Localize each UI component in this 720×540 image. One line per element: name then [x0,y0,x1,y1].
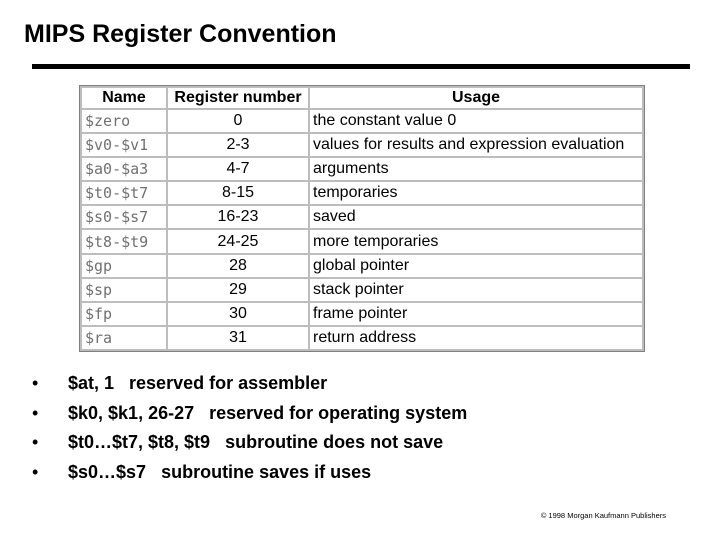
table-row [82,255,642,277]
register-usage-cell: the constant value 0 [310,110,642,132]
table-row [82,134,642,156]
title-divider [32,64,690,69]
register-number-cell: 8-15 [168,182,308,204]
register-name-cell: $a0-$a3 [82,158,166,180]
register-usage-cell: arguments [310,158,642,180]
bullet-text: $at, 1 reserved for assembler [68,373,328,393]
register-number-cell: 2-3 [168,134,308,156]
register-name-cell: $s0-$s7 [82,206,166,228]
register-number-cell: 4-7 [168,158,308,180]
bullet-item [32,458,467,488]
register-name-cell: $zero [82,110,166,132]
register-number-cell: 28 [168,255,308,277]
register-name-cell: $ra [82,327,166,349]
register-usage-cell: temporaries [310,182,642,204]
bullet-marker: • [32,461,39,482]
register-name-cell: $t0-$t7 [82,182,166,204]
register-number-cell: 0 [168,110,308,132]
bullet-text: $k0, $k1, 26-27 reserved for operating system [68,402,468,423]
bullet-marker: • [32,432,39,452]
bullet-marker: • [32,402,39,423]
copyright-notice: © 1998 Morgan Kaufmann Publishers [540,511,666,520]
bullet-text: $s0…$s7 subroutine saves if uses [68,461,372,482]
bullet-item [32,428,467,458]
register-number-cell: 16-23 [168,206,308,228]
bullet-marker: • [32,373,39,393]
register-usage-cell: return address [310,327,642,349]
table-header-row [82,88,642,108]
table-row [82,303,642,325]
register-table [79,85,645,352]
table-row [82,182,642,204]
table-row [82,230,642,252]
column-header-name: Name [82,88,166,108]
bullet-list [32,369,467,487]
register-usage-cell: more temporaries [310,230,642,252]
table-row [82,110,642,132]
register-usage-cell: values for results and expression evaluation [310,134,642,156]
register-name-cell: $t8-$t9 [82,230,166,252]
register-name-cell: $v0-$v1 [82,134,166,156]
column-header-usage: Usage [310,88,642,108]
bullet-item [32,399,467,429]
table-row [82,327,642,349]
bullet-text: $t0…$t7, $t8, $t9 subroutine does not save [68,432,444,452]
page-title: MIPS Register Convention [24,20,337,48]
bullet-item [32,369,467,399]
register-usage-cell: global pointer [310,255,642,277]
register-usage-cell: frame pointer [310,303,642,325]
register-usage-cell: saved [310,206,642,228]
register-usage-cell: stack pointer [310,279,642,301]
register-name-cell: $gp [82,255,166,277]
column-header-register-number: Register number [168,88,308,108]
register-number-cell: 31 [168,327,308,349]
register-name-cell: $fp [82,303,166,325]
register-number-cell: 24-25 [168,230,308,252]
table-row [82,279,642,301]
register-number-cell: 30 [168,303,308,325]
register-name-cell: $sp [82,279,166,301]
table-row [82,206,642,228]
table-row [82,158,642,180]
register-number-cell: 29 [168,279,308,301]
